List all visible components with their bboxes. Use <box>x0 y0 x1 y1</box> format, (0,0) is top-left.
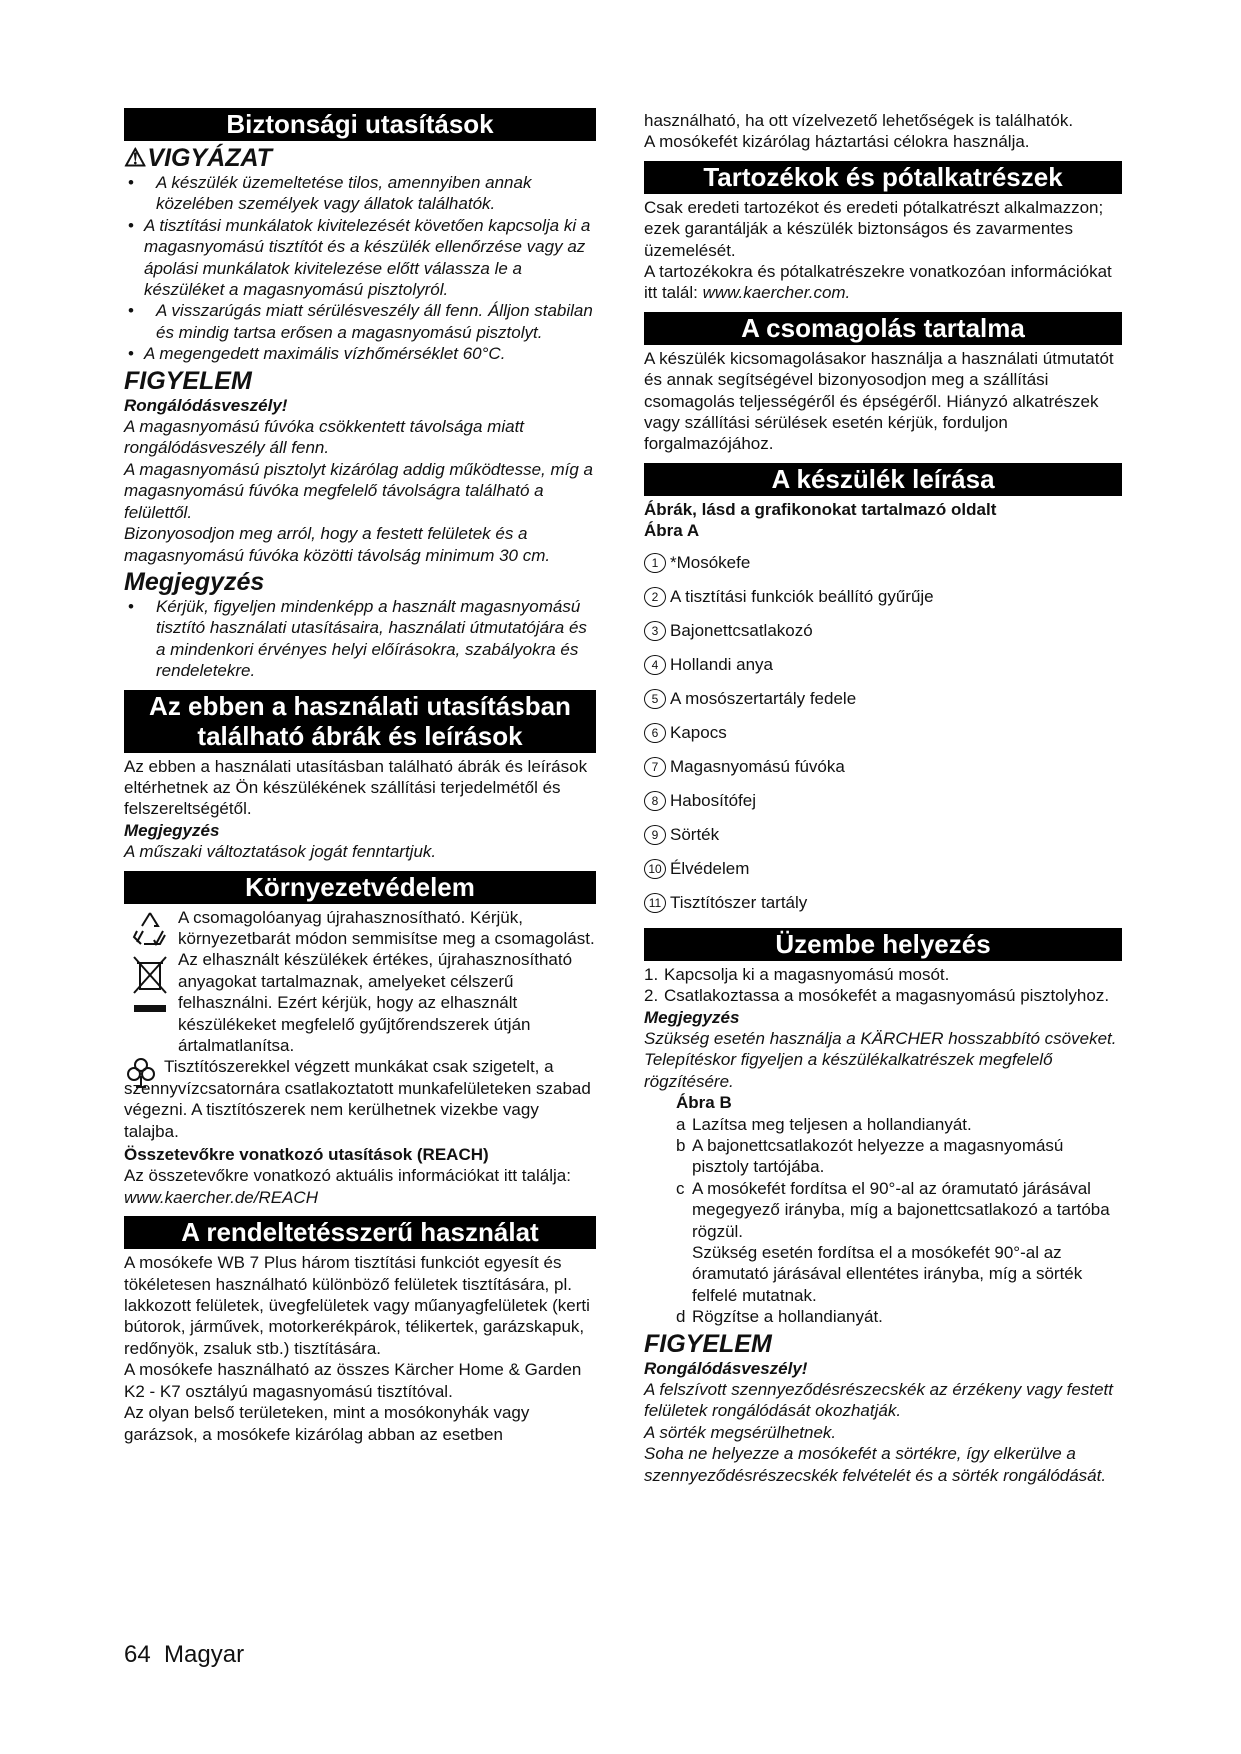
attention-paragraph: A magasnyomású fúvóka csökkentett távolsága miatt rongálódásveszély áll fenn. <box>124 417 525 458</box>
substep: c A mosókefét fordítsa el 90°-al az óramutató járásával megegyező irányba, míg a bajonettcsatlakozó a tartóba rögzül. <box>676 1178 1110 1241</box>
warning-title: ⚠VIGYÁZAT <box>124 144 272 172</box>
startup-attention-paragraph: A sörték megsérülhetnek. <box>644 1422 837 1442</box>
warning-item: • A visszarúgás miatt sérülésveszély áll fenn. Álljon stabilan és mindig tartsa erősen a magasnyomású pisztolyt. <box>124 300 596 343</box>
note-title: Megjegyzés <box>124 567 265 596</box>
substep: a Lazítsa meg teljesen a hollandianyát. <box>676 1114 972 1134</box>
attention-paragraph: Bizonyosodjon meg arról, hogy a festett felületek és a magasnyomású fúvóka közötti távolság minimum 30 cm. <box>124 524 551 565</box>
figures-heading: Az ebben a használati utasításban található ábrák és leírások <box>124 690 596 753</box>
attention-paragraph: A magasnyomású pisztolyt kizárólag addig működtesse, míg a magasnyomású fúvóka megfelelő távolságra található a felülettől. <box>124 459 593 522</box>
note-item: • Kérjük, figyeljen mindenképp a használt magasnyomású tisztító használati utasításaira, használati útmutatójára és a mindenkori érvényes helyi előírásokra, szabályokra és rendeletekre. <box>124 596 596 682</box>
reach-url[interactable]: www.kaercher.de/REACH <box>124 1187 318 1207</box>
crossed-bin-icon <box>130 953 170 1017</box>
right-column <box>644 110 1122 1486</box>
startup-heading: Üzembe helyezés <box>644 928 1122 961</box>
figures-note-text: A műszaki változtatások jogát fenntartjuk. <box>124 842 437 862</box>
part-item: 8 Habosítófej <box>644 784 1122 818</box>
recycle-icon <box>130 909 170 949</box>
accessories-text: Csak eredeti tartozékot és eredeti pótalkatrészt alkalmazzon; ezek garantálják a készülék biztonságos és zavarmentes üzemelését. <box>644 197 1104 260</box>
part-item: 1 *Mosókefe <box>644 546 1122 580</box>
figures-text: Az ebben a használati utasításban található ábrák és leírások eltérhetnek az Ön készülékének szállítási terjedelmétől és felszereltségétől. <box>124 756 588 819</box>
attention-title: FIGYELEM <box>124 366 252 395</box>
startup-step: 1. Kapcsolja ki a magasnyomású mosót. <box>644 964 950 984</box>
weee-block: Az elhasznált készülékek értékes, újrahasznosítható anyagokat tartalmaznak, amelyeket célszerű felhasználni. Ezért kérjük, hogy az elhasznált készülékeket megfelelő gyűjtőrendszerek útján ártalmatlanítsa. <box>124 949 596 1056</box>
intended-use-paragraph: A mosókefe használható az összes Kärcher Home & Garden K2 - K7 osztályú magasnyomású tisztítóval. <box>124 1360 582 1401</box>
page-footer <box>124 1641 244 1669</box>
safety-heading: Biztonsági utasítások <box>124 108 596 141</box>
startup-attention-title: FIGYELEM <box>644 1329 772 1358</box>
startup-note-text: Szükség esetén használja a KÄRCHER hosszabbító csöveket. <box>644 1028 1117 1048</box>
intended-use-paragraph: A mosókefe WB 7 Plus három tisztítási funkciót egyesít és tökéletesen használható különböző felületek tisztítására, pl. lakkozott felületek, üvegfelületek vagy műanyagfelületek (kerti bútorok, járművek, motorkerékpárok, télikertek, garázskapuk, redőnyök, zsaluk stb.) tisztítására. <box>124 1253 590 1358</box>
packaging-block: A csomagolóanyag újrahasznosítható. Kérjük, környezetbarát módon semmisítse meg a csomagolást. <box>124 907 596 950</box>
substep: b A bajonettcsatlakozót helyezze a magasnyomású pisztoly tartójába. <box>676 1135 1064 1177</box>
startup-attention-paragraph: A felszívott szennyeződésrészecskék az érzékeny vagy festett felületek rongálódását okozhatják. <box>644 1380 1113 1421</box>
intended-use-continued: használható, ha ott vízelvezető lehetőségek is találhatók. <box>644 111 1074 130</box>
left-column <box>124 108 596 1445</box>
startup-step: 2. Csatlakoztassa a mosókefét a magasnyomású pisztolyhoz. <box>644 986 1110 1006</box>
substep: d Rögzítse a hollandianyát. <box>676 1307 883 1327</box>
part-item: 3 Bajonettcsatlakozó <box>644 614 1122 648</box>
accessories-text: A tartozékokra és pótalkatrészekre vonatkozóan információkat itt talál: www.kaercher.com. <box>644 262 1112 303</box>
startup-note-text: Telepítéskor figyeljen a készülékalkatrészek megfelelő rögzítésére. <box>644 1050 1053 1091</box>
part-item: 5 A mosószertartály fedele <box>644 682 1122 716</box>
startup-attention-paragraph: Soha ne helyezze a mosókefét a sörtékre, így elkerülve a szennyeződésrészecskék felvételét és a sörték rongálódását. <box>644 1444 1107 1485</box>
warning-list <box>124 172 596 365</box>
description-heading: A készülék leírása <box>644 463 1122 496</box>
part-item: 10 Élvédelem <box>644 852 1122 886</box>
accessories-url[interactable]: www.kaercher.com. <box>702 283 851 303</box>
substep: Szükség esetén fordítsa el a mosókefét 90°-al az óramutató járásával ellentétes irányba, míg a sörték felfelé mutatnak. <box>692 1242 1083 1305</box>
environment-heading: Környezetvédelem <box>124 871 596 904</box>
package-text: A készülék kicsomagolásakor használja a használati útmutatót és annak segítségével bizonyosodjon meg a szállítási csomagolás teljességéről és épségéről. Hiányzó alkatrészek vagy szállítási sérülések esetén kérjük, forduljon forgalmazójához. <box>644 348 1114 454</box>
figure-b-label: Ábra B <box>676 1093 732 1113</box>
detergent-icon <box>124 1056 158 1090</box>
detergent-block: Tisztítószerekkel végzett munkákat csak szigetelt, a szennyvízcsatornára csatlakoztatott munkafelületeken szabad végezni. A tisztítószerek nem kerülhetnek vizekbe vagy talajba. <box>124 1057 591 1141</box>
page-number: 64 <box>124 1641 151 1668</box>
accessories-heading: Tartozékok és pótalkatrészek <box>644 161 1122 194</box>
warning-item: • A készülék üzemeltetése tilos, amennyiben annak közelében személyek vagy állatok találhatók. <box>124 172 596 215</box>
warning-triangle-icon: ⚠ <box>124 144 147 172</box>
parts-list <box>644 546 1122 920</box>
description-subtitle: Ábrák, lásd a grafikonokat tartalmazó oldalt <box>644 499 997 519</box>
part-item: 6 Kapocs <box>644 716 1122 750</box>
startup-attention-subtitle: Rongálódásveszély! <box>644 1358 808 1378</box>
figure-a-label: Ábra A <box>644 521 700 541</box>
note-list <box>124 596 596 682</box>
attention-subtitle: Rongálódásveszély! <box>124 395 288 415</box>
reach-text: Az összetevőkre vonatkozó aktuális információkat itt találja: www.kaercher.de/REACH <box>124 1166 571 1207</box>
startup-steps <box>644 964 1122 1007</box>
figure-b-steps <box>644 1092 1122 1327</box>
part-item: 4 Hollandi anya <box>644 648 1122 682</box>
intended-use-heading: A rendeltetésszerű használat <box>124 1216 596 1249</box>
intended-use-paragraph: Az olyan belső területeken, mint a mosókonyhák vagy garázsok, a mosókefe kizárólag abban az esetben <box>124 1403 530 1444</box>
warning-item: • A tisztítási munkálatok kivitelezését követően kapcsolja ki a magasnyomású tisztítót és a készülék ellenőrzése vagy az ápolási munkálatok kivitelezése előtt válassza le a készüléket a magasnyomású pisztolyról. <box>124 215 596 301</box>
package-heading: A csomagolás tartalma <box>644 312 1122 345</box>
part-item: 9 Sörték <box>644 818 1122 852</box>
warning-item: • A megengedett maximális vízhőmérséklet 60°C. <box>124 343 596 364</box>
footer-language: Magyar <box>164 1641 245 1668</box>
reach-title: Összetevőkre vonatkozó utasítások (REACH) <box>124 1145 489 1165</box>
figures-note-label: Megjegyzés <box>124 820 220 840</box>
part-item: 7 Magasnyomású fúvóka <box>644 750 1122 784</box>
intended-use-continued: A mosókefét kizárólag háztartási célokra használja. <box>644 132 1030 152</box>
part-item: 2 A tisztítási funkciók beállító gyűrűje <box>644 580 1122 614</box>
part-item: 11 Tisztítószer tartály <box>644 886 1122 920</box>
startup-note-label: Megjegyzés <box>644 1007 740 1027</box>
